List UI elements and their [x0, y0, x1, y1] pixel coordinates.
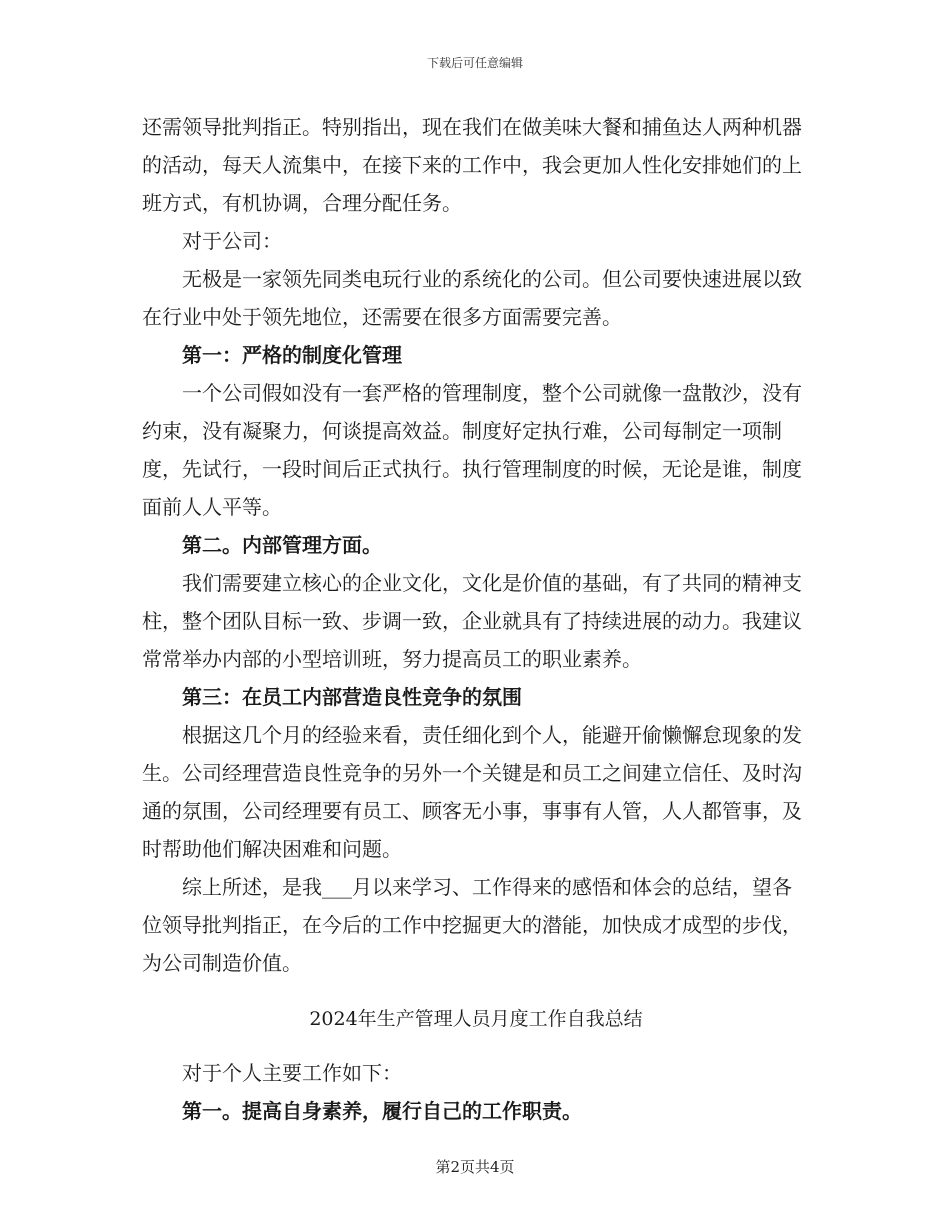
paragraph: 我们需要建立核心的企业文化，文化是价值的基础，有了共同的精神支柱，整个团队目标一致、步调一致，企业就具有了持续进展的动力。我建议常常举办内部的小型培训班，努力提高员工的职业素养。 — [142, 571, 802, 671]
paragraph: 还需领导批判指正。特别指出，现在我们在做美味大餐和捕鱼达人两种机器的活动，每天人流集中，在接下来的工作中，我会更加人性化安排她们的上班方式，有机协调，合理分配任务。 — [142, 115, 802, 215]
section-heading: 第三：在员工内部营造良性竞争的氛围 — [182, 685, 522, 709]
section-heading: 第一。提高自身素养，履行自己的工作职责。 — [182, 1099, 582, 1123]
section-heading: 第二。内部管理方面。 — [182, 533, 382, 557]
paragraph: 根据这几个月的经验来看，责任细化到个人，能避开偷懒懈怠现象的发生。公司经理营造良性竞争的另外一个关键是和员工之间建立信任、及时沟通的氛围，公司经理要有员工、顾客无小事，事事有人管，人人都管事，及时帮助他们解决困难和问题。 — [142, 723, 802, 861]
section-heading: 第一：严格的制度化管理 — [182, 343, 402, 367]
document-title: 2024年生产管理人员月度工作自我总结 — [309, 1008, 643, 1030]
page-header: 下载后可任意编辑 — [426, 56, 523, 70]
paragraph: 对于个人主要工作如下： — [182, 1061, 402, 1085]
paragraph: 无极是一家领先同类电玩行业的系统化的公司。但公司要快速进展以致在行业中处于领先地位，还需要在很多方面需要完善。 — [142, 267, 802, 329]
paragraph: 对于公司： — [182, 229, 282, 253]
document-body — [142, 108, 810, 1130]
paragraph: 一个公司假如没有一套严格的管理制度，整个公司就像一盘散沙，没有约束，没有凝聚力，何谈提高效益。制度好定执行难，公司每制定一项制度，先试行，一段时间后正式执行。执行管理制度的时候，无论是谁，制度面前人人平等。 — [142, 381, 802, 519]
page-footer: 第2页共4页 — [435, 1158, 515, 1176]
paragraph: 综上所述，是我___月以来学习、工作得来的感悟和体会的总结，望各位领导批判指正，在今后的工作中挖掘更大的潜能，加快成才成型的步伐，为公司制造价值。 — [142, 875, 802, 975]
